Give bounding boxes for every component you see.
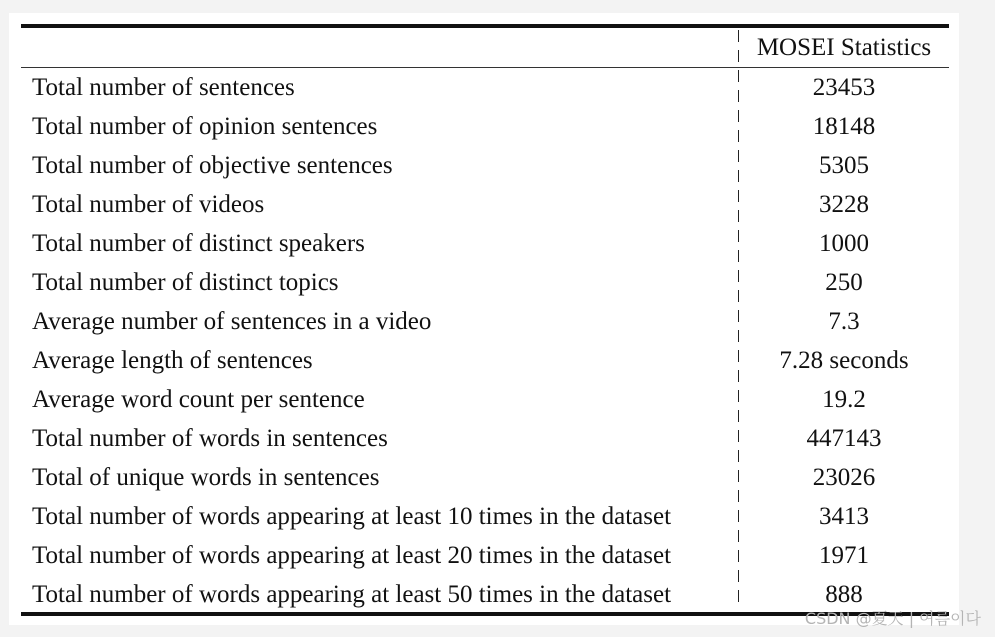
row-label: Total of unique words in sentences bbox=[32, 464, 380, 491]
table-row bbox=[21, 68, 949, 107]
row-label: Average word count per sentence bbox=[32, 386, 365, 413]
table-row bbox=[21, 458, 949, 497]
watermark: CSDN @夏天 | 여름이다 bbox=[804, 609, 981, 628]
row-value: 23453 bbox=[812, 74, 876, 101]
row-label: Total number of distinct topics bbox=[32, 269, 339, 296]
table-row bbox=[21, 302, 949, 341]
row-value: 3228 bbox=[819, 191, 869, 218]
row-value: 1971 bbox=[819, 542, 869, 569]
row-label: Total number of words appearing at least 10 times in the dataset bbox=[32, 503, 672, 530]
row-value: 1000 bbox=[819, 230, 869, 257]
table-row bbox=[21, 107, 949, 146]
table-row bbox=[21, 380, 949, 419]
column-header-mosei: MOSEI Statistics bbox=[756, 34, 932, 61]
row-label: Total number of distinct speakers bbox=[32, 230, 365, 257]
table-row bbox=[21, 419, 949, 458]
row-value: 3413 bbox=[819, 503, 869, 530]
table-row bbox=[21, 185, 949, 224]
row-value: 5305 bbox=[819, 152, 869, 179]
row-label: Average number of sentences in a video bbox=[32, 308, 432, 335]
row-label: Total number of words in sentences bbox=[32, 425, 388, 452]
row-label: Total number of objective sentences bbox=[32, 152, 393, 179]
row-label: Total number of words appearing at least 20 times in the dataset bbox=[32, 542, 672, 569]
row-value: 18148 bbox=[812, 113, 876, 140]
statistics-table-body bbox=[21, 68, 949, 614]
row-label: Total number of words appearing at least 50 times in the dataset bbox=[32, 581, 672, 608]
row-label: Total number of opinion sentences bbox=[32, 113, 378, 140]
row-value: 7.28 seconds bbox=[779, 347, 909, 374]
row-value: 7.3 bbox=[828, 308, 860, 335]
row-value: 250 bbox=[825, 269, 863, 296]
row-label: Average length of sentences bbox=[32, 347, 313, 374]
table-row bbox=[21, 341, 949, 380]
row-label: Total number of sentences bbox=[32, 74, 295, 101]
table-row bbox=[21, 146, 949, 185]
row-value: 888 bbox=[825, 581, 863, 608]
row-value: 23026 bbox=[812, 464, 876, 491]
row-value: 447143 bbox=[806, 425, 882, 452]
table-row bbox=[21, 224, 949, 263]
table-row bbox=[21, 263, 949, 302]
table-row bbox=[21, 497, 949, 536]
row-label: Total number of videos bbox=[32, 191, 265, 218]
table-row bbox=[21, 536, 949, 575]
row-value: 19.2 bbox=[822, 386, 866, 413]
